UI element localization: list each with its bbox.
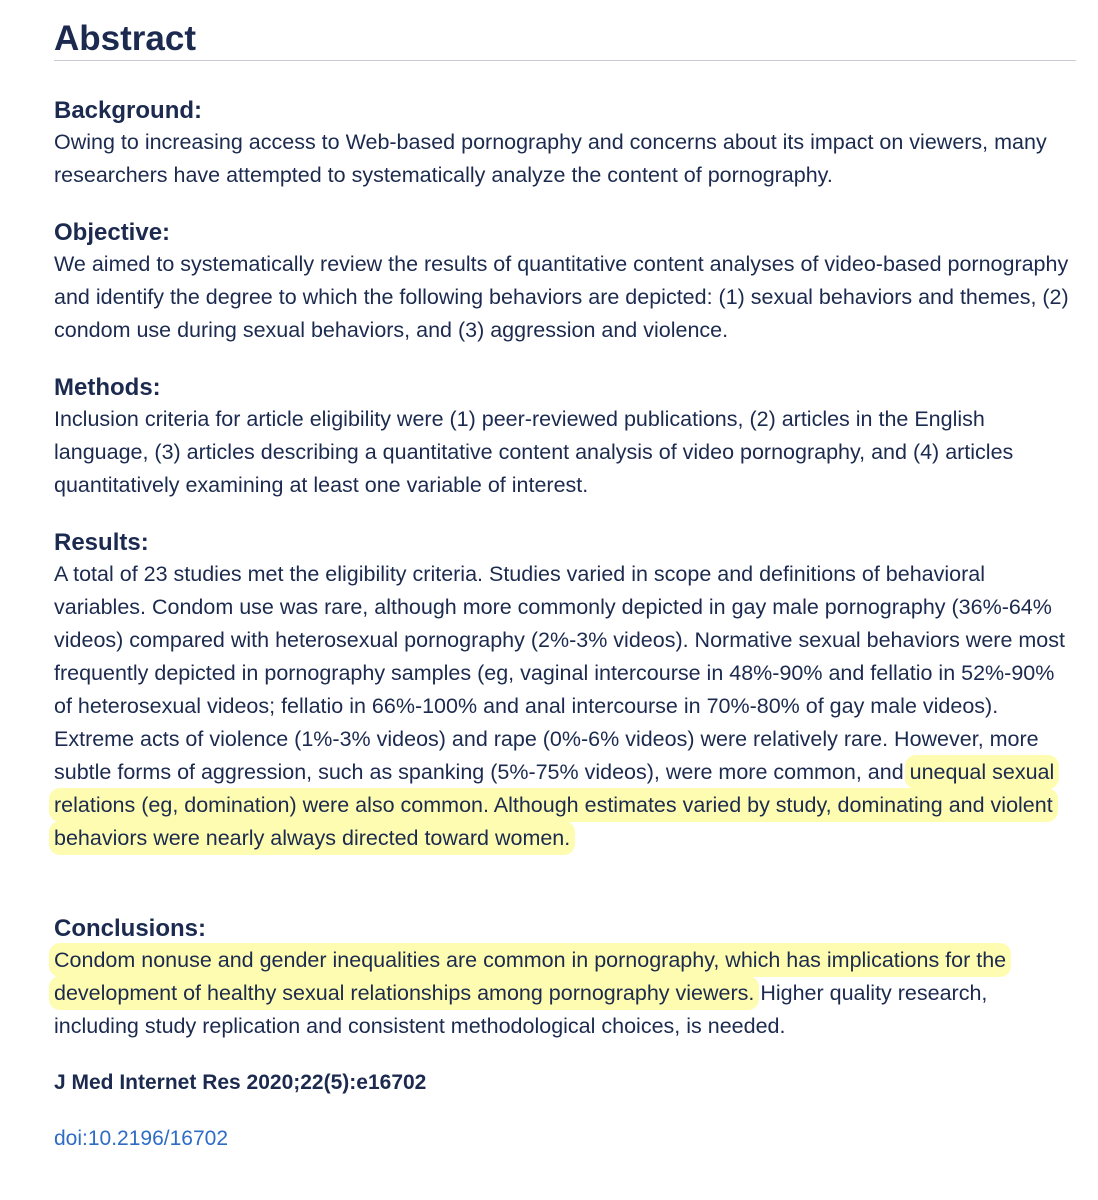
results-heading: Results: [54, 529, 149, 556]
objective-heading: Objective: [54, 219, 171, 246]
background-text: Owing to increasing access to Web-based pornography and concerns about its impact on viewers, many researchers have attempted to systematically analyze the content of pornography. [54, 130, 1047, 187]
methods-text: Inclusion criteria for article eligibility were (1) peer-reviewed publications, (2) articles in the English language, (3) articles describing a quantitative content analysis of video pornography, and (4) articles quantitatively examining at least one variable of interest. [54, 407, 1014, 497]
abstract-page [54, 0, 1076, 1150]
page-title: Abstract [54, 19, 196, 58]
conclusions-heading: Conclusions: [54, 915, 207, 942]
methods-section [54, 373, 1076, 502]
conclusions-text-highlighted: Condom nonuse and gender inequalities are common in pornography, which has implications for the development of healthy sexual relationships among pornography viewers. [54, 948, 1007, 1005]
doi-link[interactable]: doi:10.2196/16702 [54, 1127, 228, 1150]
background-heading: Background: [54, 97, 203, 124]
objective-text: We aimed to systematically review the results of quantitative content analyses of video-based pornography and identify the degree to which the following behaviors are depicted: (1) sexual behaviors and themes, (2) condom use during sexual behaviors, and (3) aggression and violence. [54, 252, 1069, 342]
conclusions-text-plain: Higher quality research, including study replication and consistent methodological choices, is needed. [54, 981, 988, 1038]
methods-heading: Methods: [54, 374, 161, 401]
background-section [54, 96, 1076, 192]
results-section [54, 528, 1076, 855]
conclusions-text [54, 944, 1076, 1043]
conclusions-section [54, 914, 1076, 1043]
title-divider [54, 60, 1076, 61]
objective-section [54, 218, 1076, 347]
journal-citation: J Med Internet Res 2020;22(5):e16702 [54, 1071, 427, 1094]
results-text [54, 558, 1076, 855]
results-text-highlighted: unequal sexual relations (eg, domination) were also common. Although estimates varied by study, dominating and violent behaviors were nearly always directed toward women. [54, 760, 1055, 850]
results-text-plain: A total of 23 studies met the eligibility criteria. Studies varied in scope and definitions of behavioral variables. Condom use was rare, although more commonly depicted in gay male pornography (36%-64% videos) compared with heterosexual pornography (2%-3% videos). Normative sexual behaviors were most frequently depicted in pornography samples (eg, vaginal intercourse in 48%-90% and fellatio in 52%-90% of heterosexual videos; fellatio in 66%-100% and anal intercourse in 70%-80% of gay male videos). Extreme acts of violence (1%-3% videos) and rape (0%-6% videos) were relatively rare. However, more subtle forms of aggression, such as spanking (5%-75% videos), were more common, and [54, 562, 1065, 784]
